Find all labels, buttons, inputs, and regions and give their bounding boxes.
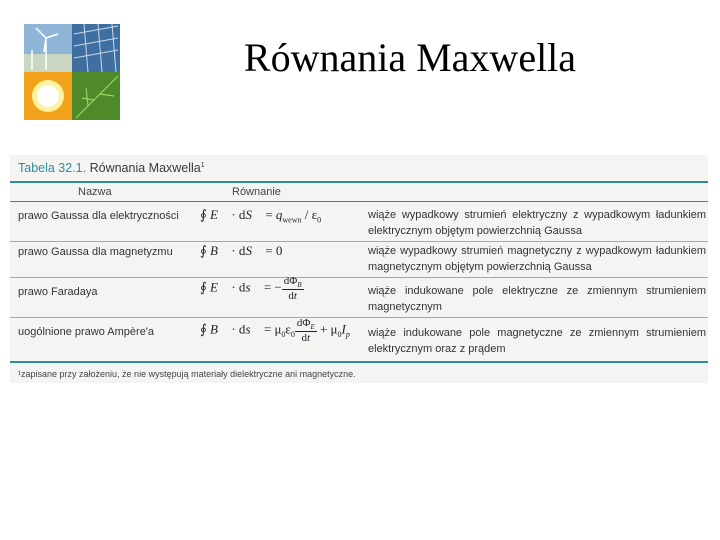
row-desc-faraday: wiąże indukowane pole elektryczne ze zmiennym strumieniem magnetycznym xyxy=(368,285,706,313)
table-footnote: ¹zapisane przy założeniu, że nie występują materiały dielektryczne ani magnetyczne. xyxy=(18,369,356,379)
table-caption-title: Równania Maxwella xyxy=(89,161,201,175)
row-name-gauss-electric: prawo Gaussa dla elektryczności xyxy=(18,210,179,222)
table-bottom-rule xyxy=(10,361,708,363)
row-name-gauss-magnetic: prawo Gaussa dla magnetyzmu xyxy=(18,246,173,258)
header-bottom-rule xyxy=(10,201,708,202)
equation-gauss-magnetic: ∮ B⃗ · dS⃗ = 0 xyxy=(200,243,283,258)
row-rule xyxy=(10,241,708,242)
header-top-rule xyxy=(10,181,708,183)
maxwell-table-scan xyxy=(10,155,708,383)
row-rule xyxy=(10,277,708,278)
row-desc-gauss-magnetic: wiąże wypadkowy strumień magnetyczny z wypadkowym ładunkiem magnetycznym objętym powierzchnią Gaussa xyxy=(368,245,706,273)
row-rule xyxy=(10,317,708,318)
table-caption xyxy=(18,161,205,175)
row-desc-gauss-electric: wiąże wypadkowy strumień elektryczny z wypadkowym ładunkiem elektrycznym objętym powierzchnią Gaussa xyxy=(368,209,706,237)
row-name-ampere: uogólnione prawo Ampère'a xyxy=(18,326,155,338)
equation-ampere: ∮ B⃗ · ds⃗ = $\mu_0\varepsilon_0$ $\frac{d\Phi_E}{dt}$ + $\mu_0I_p$ xyxy=(200,317,350,345)
table-caption-mark: 1 xyxy=(200,161,205,169)
table-caption-label: Tabela 32.1. xyxy=(18,161,87,175)
solar-wind-leaf-logo xyxy=(24,24,120,120)
row-desc-ampere: wiąże indukowane pole magnetyczne ze zmiennym strumieniem elektrycznym oraz z prądem xyxy=(368,327,706,355)
row-name-faraday: prawo Faradaya xyxy=(18,286,98,298)
header-name: Nazwa xyxy=(78,186,112,198)
equation-faraday: ∮ E⃗ · ds⃗ = − $\frac{d\Phi_B}{dt}$ xyxy=(200,275,302,303)
slide-title: Równania Maxwella xyxy=(243,35,577,80)
equation-gauss-electric: ∮ E⃗ · dS⃗ = $q_{wewn} / \varepsilon_0$ xyxy=(200,207,322,225)
header-equation: Równanie xyxy=(232,186,281,198)
